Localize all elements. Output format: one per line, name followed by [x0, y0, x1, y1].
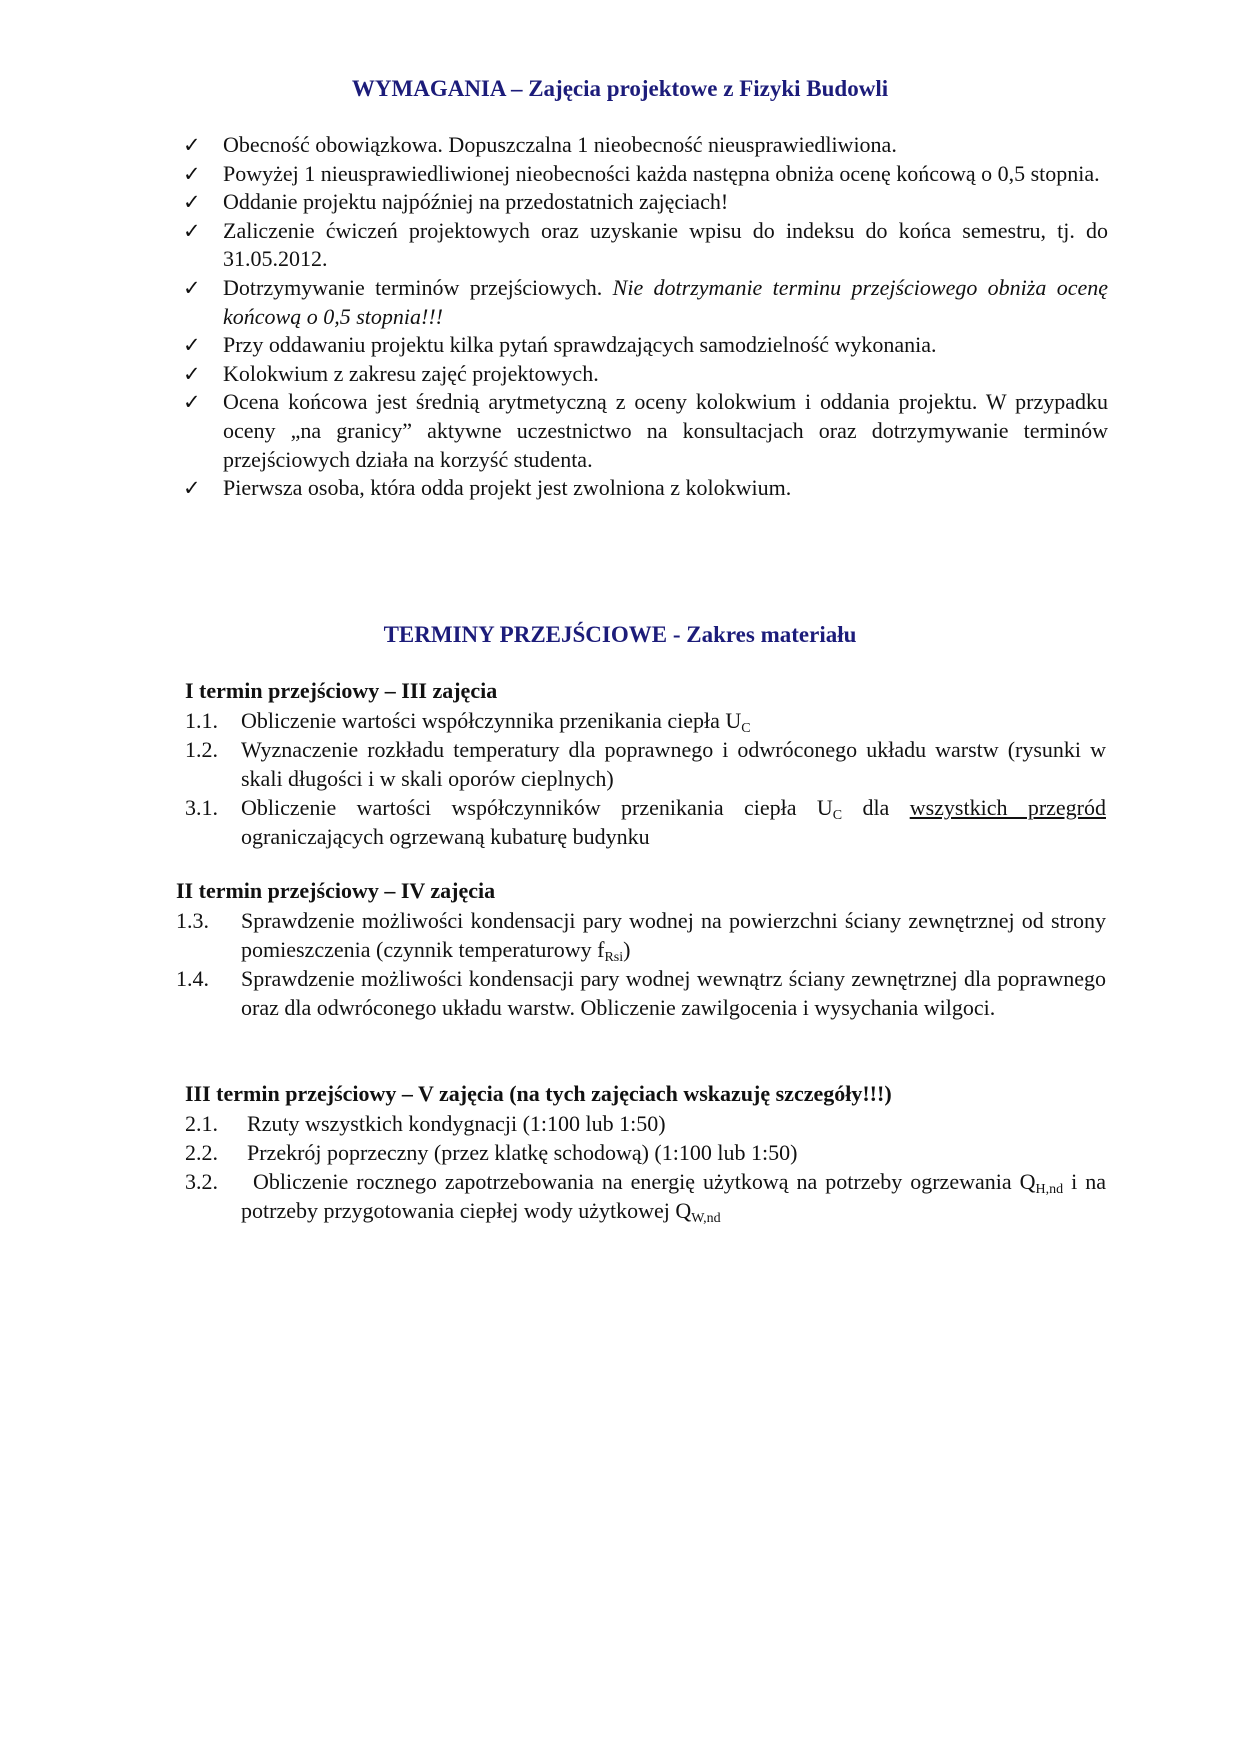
check-icon: ✓ — [183, 390, 201, 415]
requirements-title: WYMAGANIA – Zajęcia projektowe z Fizyki Budowli — [351, 76, 889, 101]
item-number: 1.1. — [185, 708, 218, 733]
list-item: ✓ Obecność obowiązkowa. Dopuszczalna 1 nieobecność nieusprawiedliwiona. — [183, 131, 1108, 160]
list-item: ✓ Pierwsza osoba, która odda projekt jest zwolniona z kolokwium. — [183, 474, 1108, 503]
item-number: 1.4. — [176, 966, 209, 991]
warning-text: Nie dotrzymanie terminu przejściowego obniża ocenę końcową o 0,5 stopnia!!! — [223, 274, 1108, 329]
list-item: ✓ Powyżej 1 nieusprawiedliwionej nieobecności każda następna obniża ocenę końcową o 0,5 stopnia. — [183, 160, 1108, 189]
requirements-list — [183, 131, 1108, 503]
emphasis-underline: wszystkich przegród — [909, 795, 1106, 820]
check-icon: ✓ — [183, 476, 201, 501]
check-icon: ✓ — [183, 161, 201, 186]
milestones-title: TERMINY PRZEJŚCIOWE - Zakres materiału — [383, 622, 857, 647]
item-number: 2.2. — [185, 1140, 218, 1165]
check-icon: ✓ — [183, 190, 201, 215]
check-icon: ✓ — [183, 333, 201, 358]
check-icon: ✓ — [183, 361, 201, 386]
item-number: 1.2. — [185, 737, 218, 762]
list-item: ✓ Ocena końcowa jest średnią arytmetyczną z oceny kolokwium i oddania projektu. W przypadku oceny „na granicy” aktywne uczestnictwo na konsultacjach oraz dotrzymywanie terminów przejściowych działa na korzyść studenta. — [183, 389, 1108, 472]
term-1-title: I termin przejściowy – III zajęcia — [185, 678, 498, 703]
term-2-title: II termin przejściowy – IV zajęcia — [176, 878, 496, 903]
list-item: ✓ Oddanie projektu najpóźniej na przedostatnich zajęciach! — [183, 188, 1108, 217]
item-number: 1.3. — [176, 908, 209, 933]
check-icon: ✓ — [183, 275, 201, 300]
item-number: 3.2. — [185, 1169, 218, 1194]
list-item: ✓ Kolokwium z zakresu zajęć projektowych. — [183, 360, 1108, 389]
document-page: WYMAGANIA – Zajęcia projektowe z Fizyki Budowli ✓ Obecność obowiązkowa. Dopuszczalna 1 nieobecność nieusprawiedliwiona. ✓ Powyżej 1 nieusprawiedliwionej nieobecności każda następna obniża ocenę końcową o 0,5 stopnia. ✓ Oddanie projektu najpóźniej na przedostatnich zajęciach! ✓ Zaliczenie ćwiczeń projektowych oraz uzyskanie wpisu do indeksu do końca semestru, tj. do 31.05.2012. ✓ Dotrzymywanie terminów przejściowych. Nie dotrzymanie terminu przejściowego obniża ocenę końcową o 0,5 stopnia!!! ✓ Przy oddawaniu projektu kilka pytań sprawdzających samodzielność wykonania. ✓ Kolokwium z zakresu zajęć projektowych. ✓ Ocena końcowa jest średnią arytmetyczną z oceny kolokwium i oddania projektu. W przypadku oceny „na granicy” aktywne uczestnictwo na konsultacjach oraz dotrzymywanie terminów przejściowych działa na korzyść studenta. ✓ Pierwsza osoba, która odda projekt jest zwolniona z kolokwium. TERMINY PRZEJŚCIOWE - Zakres materiału I termin przejściowy – III zajęcia 1.1. Obliczenie wartości współczynnika przenikania ciepła $U_C$ 1.2. Wyznaczenie rozkładu temperatury dla poprawnego i odwróconego układu warstw (rysunki w skali długości i w skali oporów cieplnych) 3.1. Obliczenie wartości współczynników przenikania ciepła $U_C$ dla wszystkich przegród ograniczających ogrzewaną kubaturę budynku II termin przejściowy – IV zajęcia 1.3. Sprawdzenie możliwości kondensacji pary wodnej na powierzchni ściany zewnętrznej od strony pomieszczenia (czynnik temperaturowy $f_{Rsi}$) 1.4. Sprawdzenie możliwości kondensacji pary wodnej wewnątrz ściany zewnętrznej dla poprawnego oraz dla odwróconego układu warstw. Obliczenie zawilgocenia i wysychania wilgoci. III termin przejściowy – V zajęcia (na tych zajęciach wskazuję szczegóły!!!) 2.1. Rzuty wszystkich kondygnacji (1:100 lub 1:50) 2.2. Przekrój poprzeczny (przez klatkę schodową) (1:100 lub 1:50) 3.2. Obliczenie rocznego zapotrzebowania na energię użytkową na potrzeby ogrzewania $Q_{H,nd}$ i na potrzeby przygotowania ciepłej wody użytkowej $Q_{W,nd}$ — [0, 0, 1240, 1754]
item-number: 2.1. — [185, 1111, 218, 1136]
list-item: ✓ Zaliczenie ćwiczeń projektowych oraz uzyskanie wpisu do indeksu do końca semestru, tj. do 31.05.2012. — [183, 217, 1108, 272]
list-item: ✓ Przy oddawaniu projektu kilka pytań sprawdzających samodzielność wykonania. — [183, 331, 1108, 360]
term-3-title: III termin przejściowy – V zajęcia (na tych zajęciach wskazuję szczegóły!!!) — [185, 1081, 892, 1106]
check-icon: ✓ — [183, 133, 201, 157]
list-item: ✓ Dotrzymywanie terminów przejściowych. Nie dotrzymanie terminu przejściowego obniża ocenę końcową o 0,5 stopnia!!! — [183, 274, 1108, 329]
check-icon: ✓ — [183, 218, 201, 243]
item-number: 3.1. — [185, 795, 218, 820]
